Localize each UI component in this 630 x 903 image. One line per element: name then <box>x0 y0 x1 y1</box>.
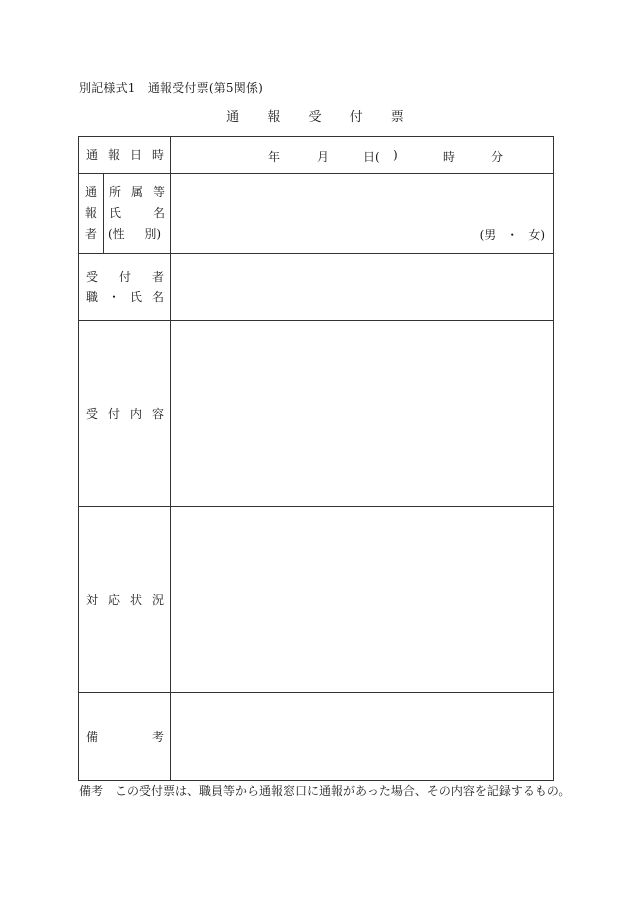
footnote-label: 備考 <box>79 784 104 798</box>
label-affiliation: 所 属 等 <box>109 185 165 199</box>
label-reporter-group: 通 報 者 <box>79 174 104 254</box>
row-receiver <box>79 254 554 321</box>
year-unit: 年 <box>268 150 281 164</box>
label-content: 受 付 内 容 <box>79 321 171 507</box>
form-title <box>0 106 630 125</box>
footnote <box>79 782 570 799</box>
datetime-field[interactable] <box>171 137 554 174</box>
report-receipt-form <box>78 136 554 781</box>
label-receiver: 受 付 者 職 ・ 氏 名 <box>79 254 171 321</box>
row-remarks <box>79 693 554 781</box>
title-char: 通 <box>226 110 240 125</box>
hour-unit: 時 <box>443 150 456 164</box>
row-reporter <box>79 174 554 254</box>
label-datetime: 通 報 日 時 <box>79 137 171 174</box>
label-name: 氏 名 <box>109 206 165 220</box>
label-status: 対 応 状 況 <box>79 507 171 693</box>
footnote-text: この受付票は、職員等から通報窓口に通報があった場合、その内容を記録するもの。 <box>115 784 571 798</box>
title-char: 受 <box>308 110 322 125</box>
label-reporter-fields <box>104 174 171 254</box>
month-unit: 月 <box>317 150 330 164</box>
reporter-field[interactable] <box>171 174 554 254</box>
status-field[interactable] <box>171 507 554 693</box>
title-char: 報 <box>267 110 281 125</box>
label-gender: (性 別) <box>108 227 161 241</box>
minute-unit: 分 <box>491 150 504 164</box>
row-status <box>79 507 554 693</box>
day-unit: 日( <box>363 150 380 164</box>
remarks-field[interactable] <box>171 693 554 781</box>
row-content <box>79 321 554 507</box>
content-field[interactable] <box>171 321 554 507</box>
day-close: ) <box>393 148 398 162</box>
title-char: 付 <box>349 110 363 125</box>
title-char: 票 <box>390 110 404 125</box>
row-datetime <box>79 137 554 174</box>
label-remarks: 備 考 <box>79 693 171 781</box>
gender-options[interactable]: (男 ・ 女) <box>479 228 545 242</box>
form-number: 別記様式1 通報受付票(第5関係) <box>79 81 264 95</box>
receiver-field[interactable] <box>171 254 554 321</box>
